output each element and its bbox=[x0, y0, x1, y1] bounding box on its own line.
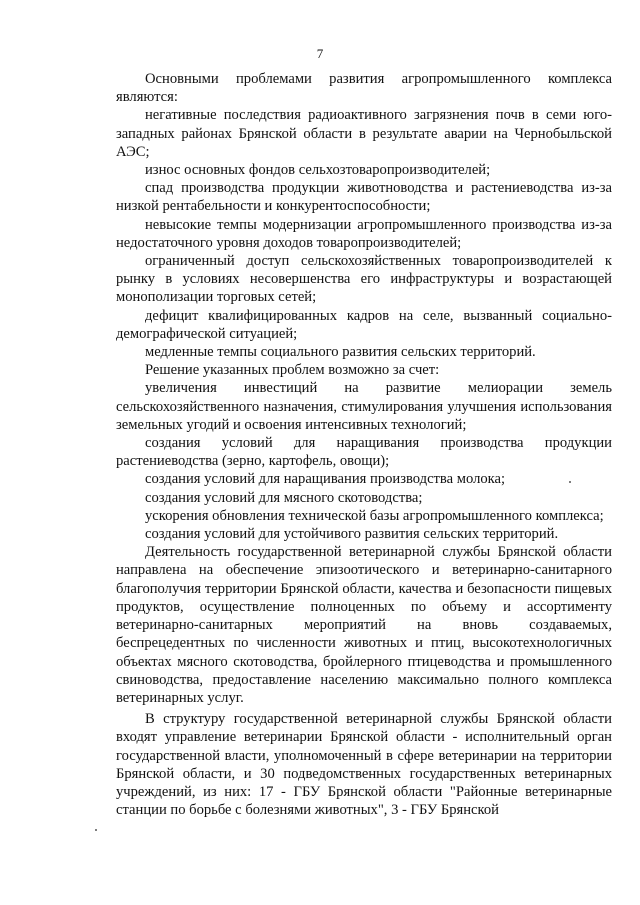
list-item-solution: ускорения обновления технической базы агропромышленного комплекса; bbox=[145, 507, 604, 524]
paragraph-vet-service: Деятельность государственной ветеринарной службы Брянской области направлена на обеспечение эпизоотического и ветеринарно-санитарного благополучия территории Брянской области, качества и безопасности пищевых продуктов, осуществление полноценных по объему и ассортименту ветеринарно-санитарных мероприятий на вновь создаваемых, беспрецедентных по численности животных и птиц, высокотехнологичных объектах мясного скотоводства, бройлерного птицеводства и промышленного свиноводства, предоставление населению максимально полного комплекса ветеринарных услуг. bbox=[116, 544, 612, 706]
list-item-problem: негативные последствия радиоактивного загрязнения почв в семи юго-западных районах Брянской области в результате аварии на Чернобыльской АЭС; bbox=[116, 107, 612, 160]
list-item-problem: спад производства продукции животноводства и растениеводства из-за низкой рентабельности и конкурентоспособности; bbox=[116, 180, 612, 215]
document-body bbox=[116, 70, 612, 819]
list-item-solution: создания условий для устойчивого развития сельских территорий. bbox=[145, 526, 559, 543]
list-item-problem: износ основных фондов сельхозтоваропроизводителей; bbox=[145, 162, 491, 179]
scan-artifact-dot bbox=[569, 481, 571, 483]
paragraph-solutions-intro: Решение указанных проблем возможно за счет: bbox=[145, 362, 440, 379]
list-item-solution: создания условий для наращивания производства продукции растениеводства (зерно, картофель, овощи); bbox=[116, 435, 612, 470]
list-item-problem: медленные темпы социального развития сельских территорий. bbox=[145, 344, 536, 361]
list-item-problem: ограниченный доступ сельскохозяйственных товаропроизводителей к рынку в условиях несовершенства его инфраструктуры и возрастающей монополизации торговых сетей; bbox=[116, 253, 612, 306]
list-item-solution: создания условий для наращивания производства молока; bbox=[145, 471, 506, 488]
list-item-problem: невысокие темпы модернизации агропромышленного производства из-за недостаточного уровня доходов товаропроизводителей; bbox=[116, 216, 612, 251]
list-item-solution: увеличения инвестиций на развитие мелиорации земель сельскохозяйственного назначения, стимулирования улучшения использования земельных угодий и освоения интенсивных технологий; bbox=[116, 380, 612, 433]
list-item-problem: дефицит квалифицированных кадров на селе, вызванный социально-демографической ситуацией; bbox=[116, 307, 612, 342]
list-item-solution: создания условий для мясного скотоводства; bbox=[145, 489, 423, 506]
page-number: 7 bbox=[316, 46, 324, 61]
paragraph-intro: Основными проблемами развития агропромышленного комплекса являются: bbox=[116, 71, 612, 106]
paragraph-vet-structure: В структуру государственной ветеринарной службы Брянской области входят управление ветеринарии Брянской области - исполнительный орган государственной власти, уполномоченный в сфере ветеринарии на территории Брянской области, и 30 подведомственных государственных ветеринарных учреждений, из них: 17 - ГБУ Брянской области "Районные ветеринарные станции по борьбе с болезнями животных", 3 - ГБУ Брянской bbox=[116, 711, 612, 819]
scan-artifact-dot bbox=[95, 829, 97, 831]
